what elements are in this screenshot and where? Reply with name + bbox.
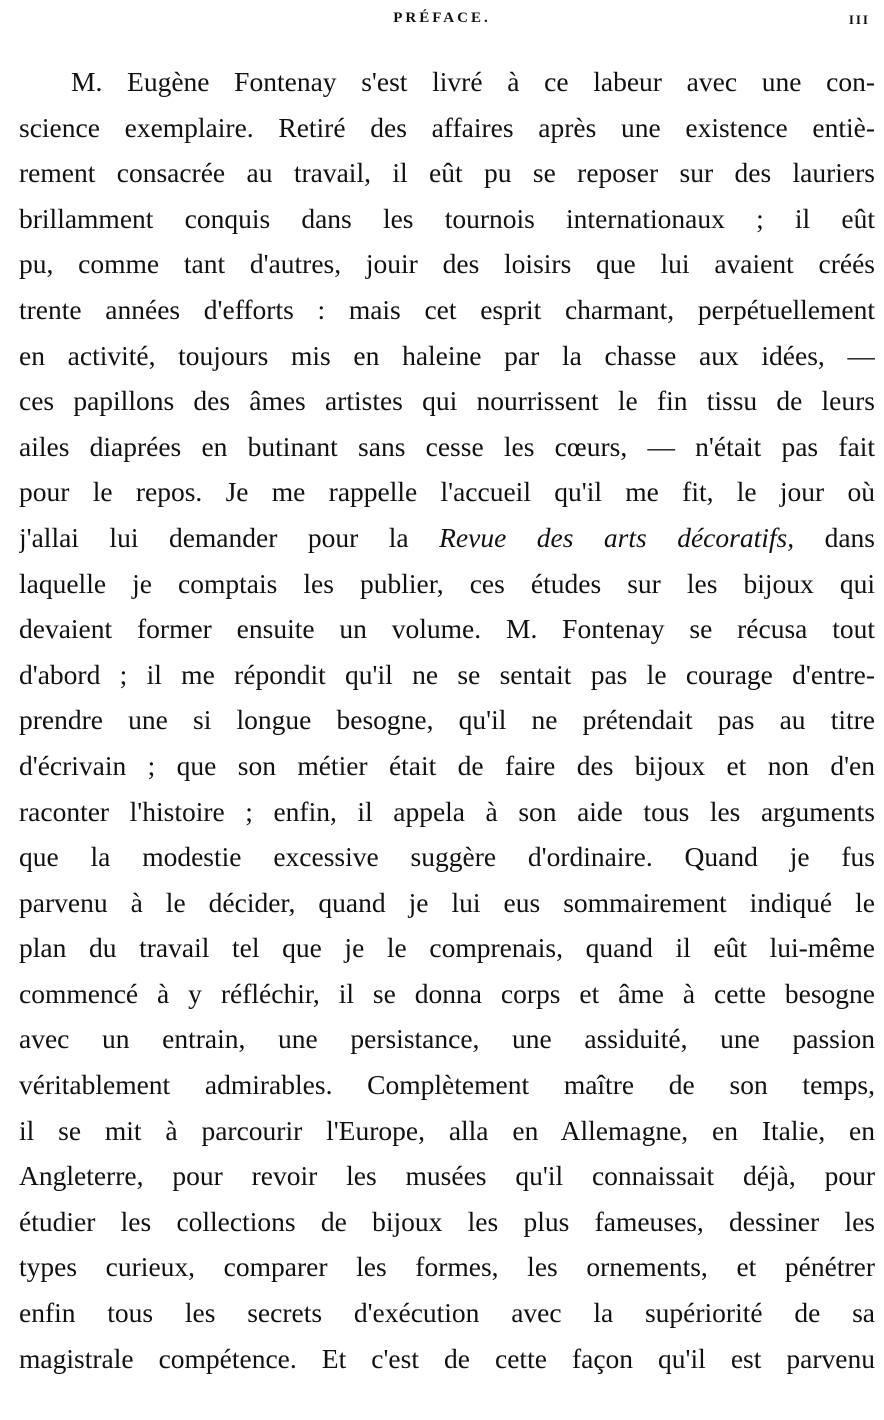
text-line: avec un entrain, une persistance, une assiduité, une passion bbox=[19, 1023, 875, 1055]
text-line: ces papillons des âmes artistes qui nourrissent le fin tissu de leurs bbox=[19, 385, 875, 417]
text-line: ailes diaprées en butinant sans cesse les cœurs, — n'était pas fait bbox=[19, 430, 875, 462]
text-line: prendre une si longue besogne, qu'il ne prétendait pas au titre bbox=[19, 704, 875, 736]
text-line: M. Eugène Fontenay s'est livré à ce labeur avec une con- bbox=[71, 66, 875, 97]
text-line: science exemplaire. Retiré des affaires après une existence entiè- bbox=[19, 111, 875, 143]
preface-paragraph bbox=[19, 59, 875, 1381]
page-number: III bbox=[848, 12, 870, 27]
text-line: d'abord ; il me répondit qu'il ne se sentait pas le courage d'entre- bbox=[19, 658, 875, 690]
text-line: trente années d'efforts : mais cet esprit charmant, perpétuellement bbox=[19, 293, 875, 325]
text-line-with-title bbox=[19, 515, 875, 561]
text-line: véritablement admirables. Complètement maître de son temps, bbox=[19, 1069, 875, 1101]
running-head bbox=[0, 10, 884, 40]
text-line: pu, comme tant d'autres, jouir des loisirs que lui avaient créés bbox=[19, 248, 875, 280]
running-title: PRÉFACE. bbox=[393, 10, 491, 26]
text-line: rement consacrée au travail, il eût pu se reposer sur des lauriers bbox=[19, 157, 875, 189]
text-line: en activité, toujours mis en haleine par la chasse aux idées, — bbox=[19, 339, 875, 371]
text-line: commencé à y réfléchir, il se donna corps et âme à cette besogne bbox=[19, 977, 875, 1009]
text-line: il se mit à parcourir l'Europe, alla en Allemagne, en Italie, en bbox=[19, 1114, 875, 1146]
text-line: magistrale compétence. Et c'est de cette façon qu'il est parvenu bbox=[19, 1342, 875, 1374]
text-segment: j'allai lui demander pour la bbox=[19, 521, 409, 553]
text-line: plan du travail tel que je le comprenais, quand il eût lui-même bbox=[19, 932, 875, 964]
text-line: brillamment conquis dans les tournois internationaux ; il eût bbox=[19, 202, 875, 234]
text-line: d'écrivain ; que son métier était de faire des bijoux et non d'en bbox=[19, 749, 875, 781]
text-line: raconter l'histoire ; enfin, il appela à son aide tous les arguments bbox=[19, 795, 875, 827]
journal-title: Revue des arts décoratifs, bbox=[439, 521, 795, 553]
text-line: pour le repos. Je me rappelle l'accueil qu'il me fit, le jour où bbox=[19, 476, 875, 508]
text-line: parvenu à le décider, quand je lui eus sommairement indiqué le bbox=[19, 886, 875, 918]
text-line: que la modestie excessive suggère d'ordinaire. Quand je fus bbox=[19, 841, 875, 873]
text-line: étudier les collections de bijoux les plus fameuses, dessiner les bbox=[19, 1205, 875, 1237]
text-line: enfin tous les secrets d'exécution avec la supériorité de sa bbox=[19, 1297, 875, 1329]
text-line: devaient former ensuite un volume. M. Fontenay se récusa tout bbox=[19, 613, 875, 645]
text-segment: dans bbox=[824, 521, 875, 553]
text-line: types curieux, comparer les formes, les ornements, et pénétrer bbox=[19, 1251, 875, 1283]
text-line: laquelle je comptais les publier, ces études sur les bijoux qui bbox=[19, 567, 875, 599]
text-line: Angleterre, pour revoir les musées qu'il connaissait déjà, pour bbox=[19, 1160, 875, 1192]
